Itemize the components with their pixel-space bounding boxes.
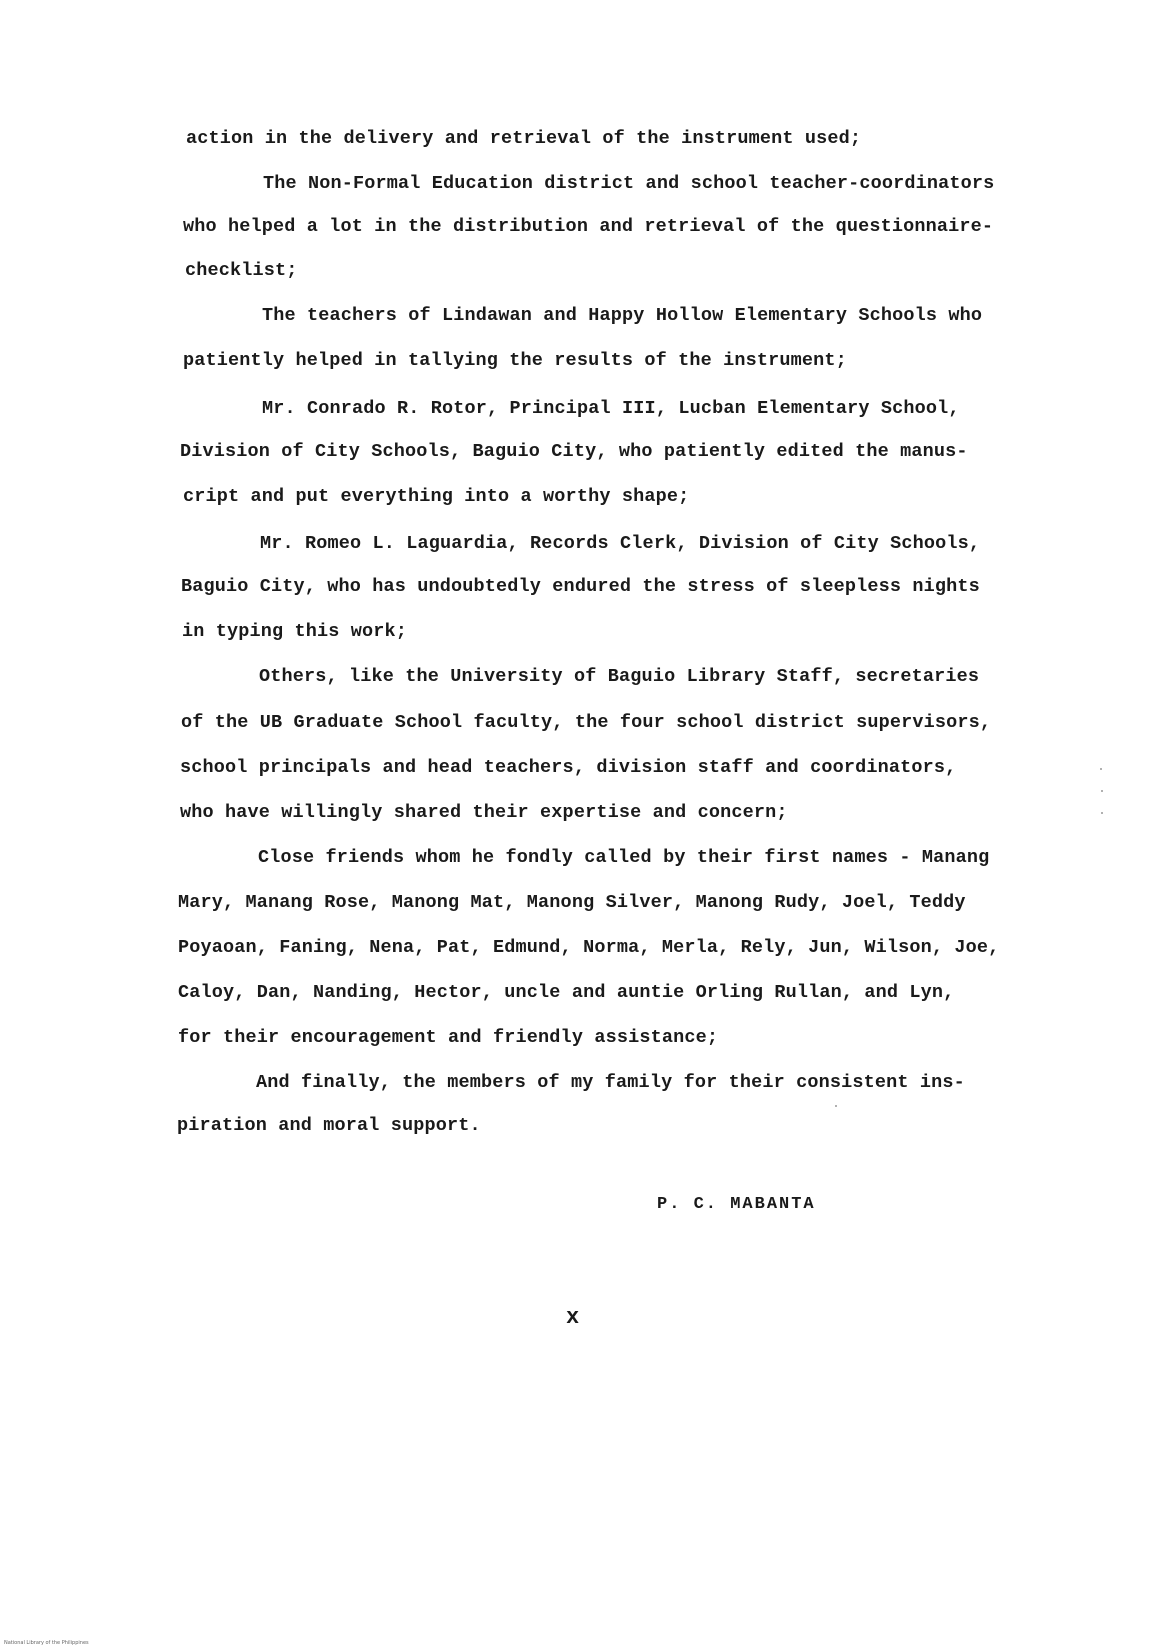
text-line: checklist; [185, 260, 298, 281]
text-line: action in the delivery and retrieval of the instrument used; [186, 128, 862, 149]
text-line: Division of City Schools, Baguio City, who patiently edited the manus- [180, 441, 968, 462]
text-line: cript and put everything into a worthy shape; [183, 486, 690, 507]
text-line: The Non-Formal Education district and school teacher-coordinators [263, 173, 995, 194]
text-line: Baguio City, who has undoubtedly endured the stress of sleepless nights [181, 576, 980, 597]
text-line: Poyaoan, Faning, Nena, Pat, Edmund, Norma, Merla, Rely, Jun, Wilson, Joe, [178, 937, 1000, 958]
text-line: patiently helped in tallying the results of the instrument; [183, 350, 847, 371]
text-line: Mr. Conrado R. Rotor, Principal III, Lucban Elementary School, [262, 398, 960, 419]
footer-watermark: National Library of the Philippines [4, 1640, 89, 1646]
scan-speck [1100, 768, 1102, 770]
text-line: Mr. Romeo L. Laguardia, Records Clerk, Division of City Schools, [260, 533, 981, 554]
text-line: in typing this work; [182, 621, 408, 642]
text-line: Caloy, Dan, Nanding, Hector, uncle and auntie Orling Rullan, and Lyn, [178, 982, 955, 1003]
text-line: The teachers of Lindawan and Happy Hollow Elementary Schools who [262, 305, 983, 326]
text-line: for their encouragement and friendly assistance; [178, 1027, 719, 1048]
text-line: school principals and head teachers, division staff and coordinators, [180, 757, 957, 778]
text-line: of the UB Graduate School faculty, the four school district supervisors, [181, 712, 992, 733]
text-line: piration and moral support. [177, 1115, 481, 1136]
text-line: Others, like the University of Baguio Library Staff, secretaries [259, 666, 980, 687]
author-signature: P. C. MABANTA [657, 1195, 816, 1214]
text-line: Close friends whom he fondly called by their first names - Manang [258, 847, 990, 868]
text-line: who helped a lot in the distribution and retrieval of the questionnaire- [183, 216, 994, 237]
page-number: x [566, 1305, 580, 1330]
text-line: who have willingly shared their expertise and concern; [180, 802, 788, 823]
scan-speck [1101, 812, 1103, 814]
scan-speck [835, 1105, 837, 1107]
scan-speck [1101, 790, 1103, 792]
text-line: Mary, Manang Rose, Manong Mat, Manong Silver, Manong Rudy, Joel, Teddy [178, 892, 966, 913]
text-line: And finally, the members of my family for their consistent ins- [256, 1072, 965, 1093]
